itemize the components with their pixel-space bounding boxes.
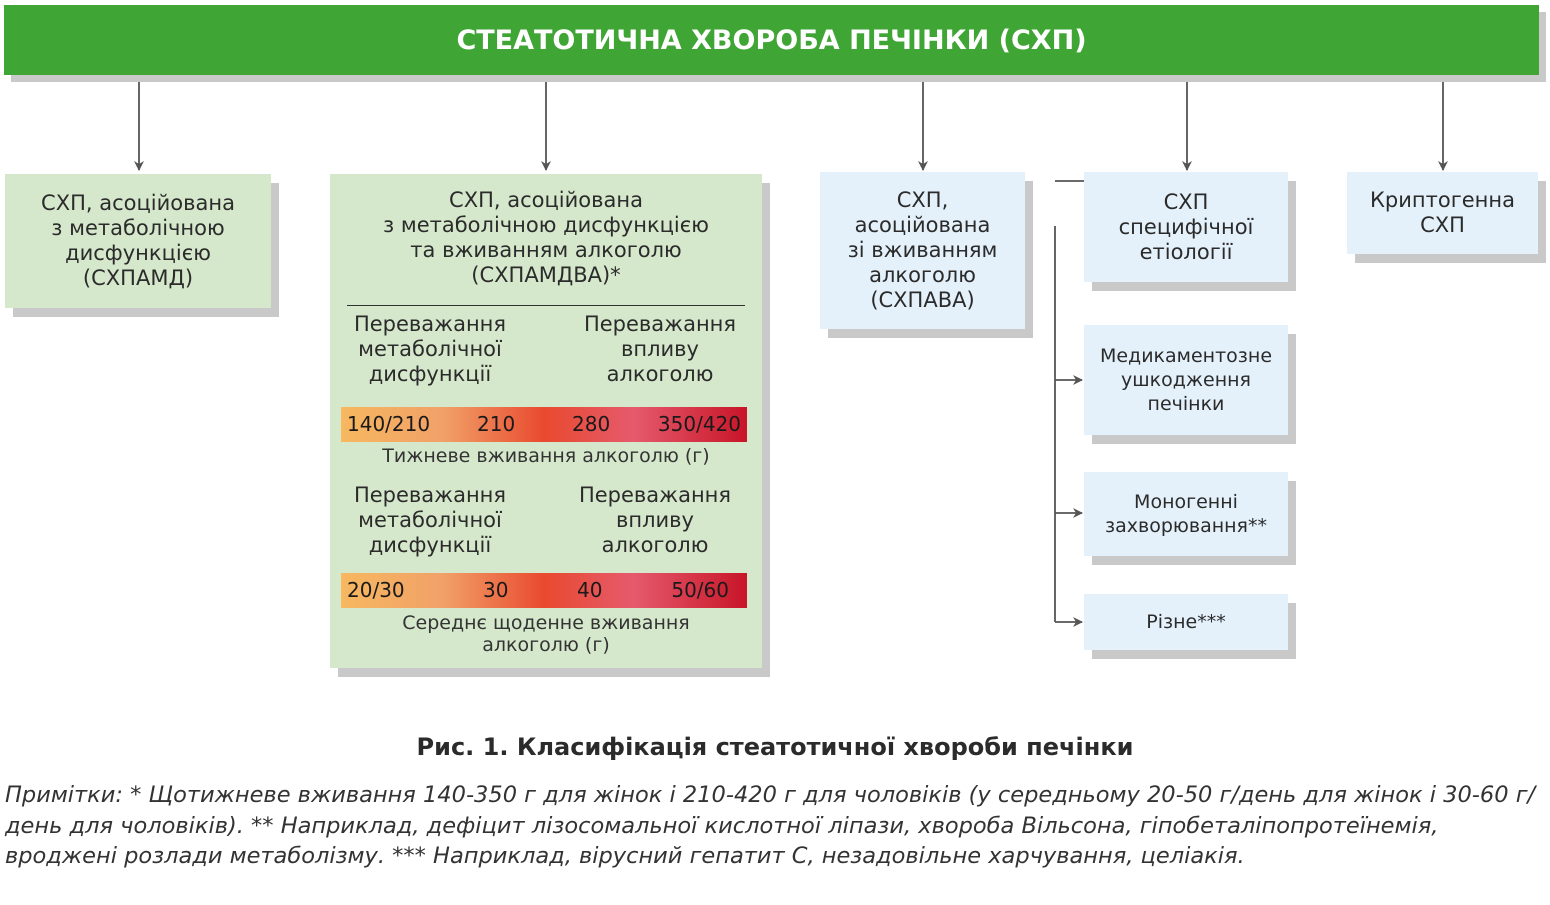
daily-alcohol-label: Переважання впливу алкоголю bbox=[578, 483, 732, 557]
ald-box bbox=[820, 172, 1025, 329]
weekly-alcohol-label: Переважання впливу алкоголю bbox=[583, 312, 737, 386]
weekly-gradient-scale bbox=[341, 407, 747, 442]
drug-injury-label: Медикаментозне ушкодження печінки bbox=[1099, 345, 1273, 415]
misc-label: Різне*** bbox=[1146, 611, 1226, 633]
monogenic-label: Моногенні захворювання** bbox=[1105, 491, 1267, 537]
main-title: СТЕАТОТИЧНА ХВОРОБА ПЕЧІНКИ (СХП) bbox=[456, 24, 1087, 56]
monogenic-box bbox=[1084, 472, 1288, 556]
figure-caption: Рис. 1. Класифікація стеатотичної хвороби печінки bbox=[416, 733, 1134, 761]
cryptogenic-label: Криптогенна СХП bbox=[1370, 188, 1515, 237]
drug-injury-box bbox=[1084, 325, 1288, 435]
weekly-value-3: 280 bbox=[572, 412, 611, 436]
daily-gradient-scale bbox=[341, 573, 747, 608]
weekly-value-4: 350/420 bbox=[657, 412, 741, 436]
misc-box bbox=[1084, 594, 1288, 650]
daily-metabolic-label: Переважання метаболічної дисфункції bbox=[353, 483, 507, 557]
cryptogenic-box bbox=[1347, 172, 1538, 254]
daily-value-1: 20/30 bbox=[347, 578, 405, 602]
metald-label: СХП, асоційована з метаболічною дисфункцією та вживанням алкоголю (СХПАМДВА)* bbox=[383, 188, 709, 287]
specific-etiology-box bbox=[1084, 172, 1288, 282]
figure-notes: Примітки: * Щотижневе вживання 140-350 г для жінок і 210-420 г для чоловіків (у середньому 20-50 г/день для жінок і 30-60 г/день для чоловіків). ** Наприклад, дефіцит лізосомальної кислотної ліпази, хвороба Вільсона, гіпобеталіпопротеїнемія, вроджені розлади метаболізму. *** Наприклад, вірусний гепатит С, незадовільне харчування, целіакія. bbox=[5, 782, 1536, 869]
ald-label: СХП, асоційована зі вживанням алкоголю (СХПАВА) bbox=[847, 188, 998, 312]
weekly-value-2: 210 bbox=[477, 412, 516, 436]
daily-value-3: 40 bbox=[577, 578, 603, 602]
weekly-scale-caption: Тижневе вживання алкоголю (г) bbox=[382, 445, 710, 467]
daily-scale-caption: Середнє щоденне вживання алкоголю (г) bbox=[402, 612, 690, 656]
metald-divider bbox=[347, 305, 745, 306]
specific-etiology-label: СХП специфічної етіології bbox=[1118, 189, 1254, 264]
daily-value-2: 30 bbox=[483, 578, 509, 602]
weekly-metabolic-label: Переважання метаболічної дисфункції bbox=[353, 312, 507, 386]
main-title-banner bbox=[4, 5, 1539, 75]
metald-box bbox=[330, 174, 762, 668]
masld-box bbox=[5, 174, 271, 308]
daily-value-4: 50/60 bbox=[671, 578, 729, 602]
weekly-value-1: 140/210 bbox=[347, 412, 431, 436]
masld-label: СХП, асоційована з метаболічною дисфункцією (СХПАМД) bbox=[41, 191, 235, 290]
